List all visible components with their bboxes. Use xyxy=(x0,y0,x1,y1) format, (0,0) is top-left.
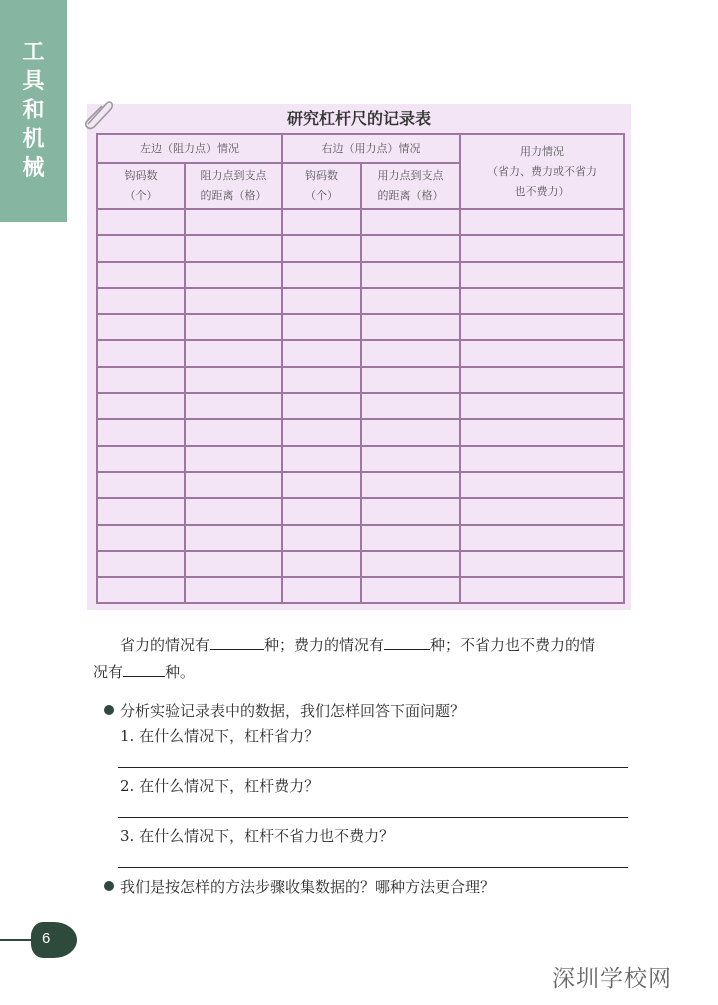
table-cell[interactable] xyxy=(97,367,185,393)
table-cell[interactable] xyxy=(460,393,624,419)
header-force-line: 也不费力） xyxy=(514,184,570,198)
table-cell[interactable] xyxy=(282,314,361,340)
table-cell[interactable] xyxy=(361,209,460,235)
summary-line-1: 省力的情况有 种；费力的情况有 种；不省力也不费力的情 xyxy=(120,632,635,659)
table-cell[interactable] xyxy=(185,340,282,366)
header-left-group: 左边（阻力点）情况 xyxy=(97,134,282,163)
table-cell[interactable] xyxy=(282,551,361,577)
table-cell[interactable] xyxy=(282,367,361,393)
record-table xyxy=(96,133,625,604)
table-row xyxy=(97,262,624,288)
bullet-icon xyxy=(104,881,114,891)
header-force-line: 用力情况 xyxy=(520,144,564,158)
table-cell[interactable] xyxy=(460,340,624,366)
table-cell[interactable] xyxy=(97,340,185,366)
chapter-char: 工 xyxy=(22,40,45,65)
table-cell[interactable] xyxy=(460,235,624,261)
subheader-weights-left: 钩码数 （个） xyxy=(97,163,185,209)
table-cell[interactable] xyxy=(361,262,460,288)
table-cell[interactable] xyxy=(282,393,361,419)
table-cell[interactable] xyxy=(460,551,624,577)
table-cell[interactable] xyxy=(185,209,282,235)
bullet-item: 分析实验记录表中的数据，我们怎样回答下面问题？ xyxy=(104,700,465,722)
page-number: 6 xyxy=(31,922,77,958)
subheader-weights-right: 钩码数 （个） xyxy=(282,163,361,209)
table-row xyxy=(97,367,624,393)
table-cell[interactable] xyxy=(361,577,460,603)
question: 1. 在什么情况下，杠杆省力？ xyxy=(120,727,320,745)
blank-field[interactable] xyxy=(384,633,430,650)
table-cell[interactable] xyxy=(282,472,361,498)
chapter-char: 机 xyxy=(22,127,45,152)
table-cell[interactable] xyxy=(97,288,185,314)
answer-line[interactable] xyxy=(118,817,628,818)
table-row xyxy=(97,209,624,235)
table-row xyxy=(97,498,624,524)
table-cell[interactable] xyxy=(97,525,185,551)
table-cell[interactable] xyxy=(460,472,624,498)
header-right-group: 右边（用力点）情况 xyxy=(282,134,460,163)
table-cell[interactable] xyxy=(97,235,185,261)
table-row xyxy=(97,419,624,445)
table-cell[interactable] xyxy=(460,209,624,235)
table-title: 研究杠杆尺的记录表 xyxy=(286,109,431,128)
table-cell[interactable] xyxy=(361,419,460,445)
subheader-distance-right: 用力点到支点 的距离（格） xyxy=(361,163,460,209)
table-cell[interactable] xyxy=(185,498,282,524)
blank-field[interactable] xyxy=(123,660,165,677)
table-cell[interactable] xyxy=(282,340,361,366)
table-cell[interactable] xyxy=(185,525,282,551)
table-cell[interactable] xyxy=(185,551,282,577)
table-cell[interactable] xyxy=(282,498,361,524)
table-cell[interactable] xyxy=(460,262,624,288)
table-cell[interactable] xyxy=(460,498,624,524)
table-row xyxy=(97,235,624,261)
chapter-side-tab xyxy=(0,0,67,222)
watermark: 深圳学校网 xyxy=(552,966,672,992)
table-cell[interactable] xyxy=(460,577,624,603)
table-cell[interactable] xyxy=(282,446,361,472)
table-cell[interactable] xyxy=(185,262,282,288)
table-cell[interactable] xyxy=(185,367,282,393)
table-cell[interactable] xyxy=(361,393,460,419)
table-cell[interactable] xyxy=(97,498,185,524)
question: 3. 在什么情况下，杠杆不省力也不费力？ xyxy=(120,827,395,845)
table-cell[interactable] xyxy=(361,340,460,366)
table-cell[interactable] xyxy=(361,525,460,551)
table-cell[interactable] xyxy=(97,314,185,340)
table-cell[interactable] xyxy=(460,288,624,314)
chapter-char: 具 xyxy=(22,69,45,94)
table-cell[interactable] xyxy=(185,472,282,498)
blank-field[interactable] xyxy=(210,633,264,650)
subheader-distance-left: 阻力点到支点 的距离（格） xyxy=(185,163,282,209)
table-cell[interactable] xyxy=(361,446,460,472)
table-cell[interactable] xyxy=(97,419,185,445)
table-cell[interactable] xyxy=(282,262,361,288)
table-cell[interactable] xyxy=(97,393,185,419)
table-cell[interactable] xyxy=(185,419,282,445)
table-cell[interactable] xyxy=(282,577,361,603)
table-cell[interactable] xyxy=(97,446,185,472)
table-row xyxy=(97,551,624,577)
table-cell[interactable] xyxy=(460,367,624,393)
table-cell[interactable] xyxy=(361,472,460,498)
table-cell[interactable] xyxy=(460,446,624,472)
table-cell[interactable] xyxy=(185,446,282,472)
table-cell[interactable] xyxy=(361,498,460,524)
table-cell[interactable] xyxy=(361,314,460,340)
question: 2. 在什么情况下，杠杆费力？ xyxy=(120,777,320,795)
table-cell[interactable] xyxy=(185,314,282,340)
summary-line-2: 况有 种。 xyxy=(93,659,195,686)
table-cell[interactable] xyxy=(460,419,624,445)
table-cell[interactable] xyxy=(282,235,361,261)
table-row xyxy=(97,525,624,551)
chapter-char: 和 xyxy=(22,98,45,123)
table-cell[interactable] xyxy=(282,288,361,314)
table-cell[interactable] xyxy=(361,235,460,261)
answer-line[interactable] xyxy=(118,867,628,868)
bullet-icon xyxy=(104,705,114,715)
table-cell[interactable] xyxy=(361,367,460,393)
table-cell[interactable] xyxy=(282,419,361,445)
table-cell[interactable] xyxy=(185,577,282,603)
table-row xyxy=(97,393,624,419)
chapter-char: 械 xyxy=(22,156,45,181)
table-cell[interactable] xyxy=(185,393,282,419)
table-cell[interactable] xyxy=(185,235,282,261)
table-row xyxy=(97,577,624,603)
table-row xyxy=(97,340,624,366)
table-cell[interactable] xyxy=(460,525,624,551)
table-cell[interactable] xyxy=(185,288,282,314)
table-row xyxy=(97,314,624,340)
header-force-line: （省力、费力或不省力 xyxy=(487,164,597,178)
table-row xyxy=(97,446,624,472)
table-cell[interactable] xyxy=(361,288,460,314)
table-cell[interactable] xyxy=(97,472,185,498)
header-force xyxy=(460,134,624,209)
table-row xyxy=(97,472,624,498)
table-cell[interactable] xyxy=(97,262,185,288)
table-cell[interactable] xyxy=(282,525,361,551)
table-cell[interactable] xyxy=(97,551,185,577)
table-cell[interactable] xyxy=(97,209,185,235)
table-cell[interactable] xyxy=(361,551,460,577)
table-cell[interactable] xyxy=(97,577,185,603)
answer-line[interactable] xyxy=(118,767,628,768)
table-cell[interactable] xyxy=(460,314,624,340)
table-row xyxy=(97,288,624,314)
bullet-item: 我们是按怎样的方法步骤收集数据的？哪种方法更合理？ xyxy=(104,876,495,898)
table-cell[interactable] xyxy=(282,209,361,235)
